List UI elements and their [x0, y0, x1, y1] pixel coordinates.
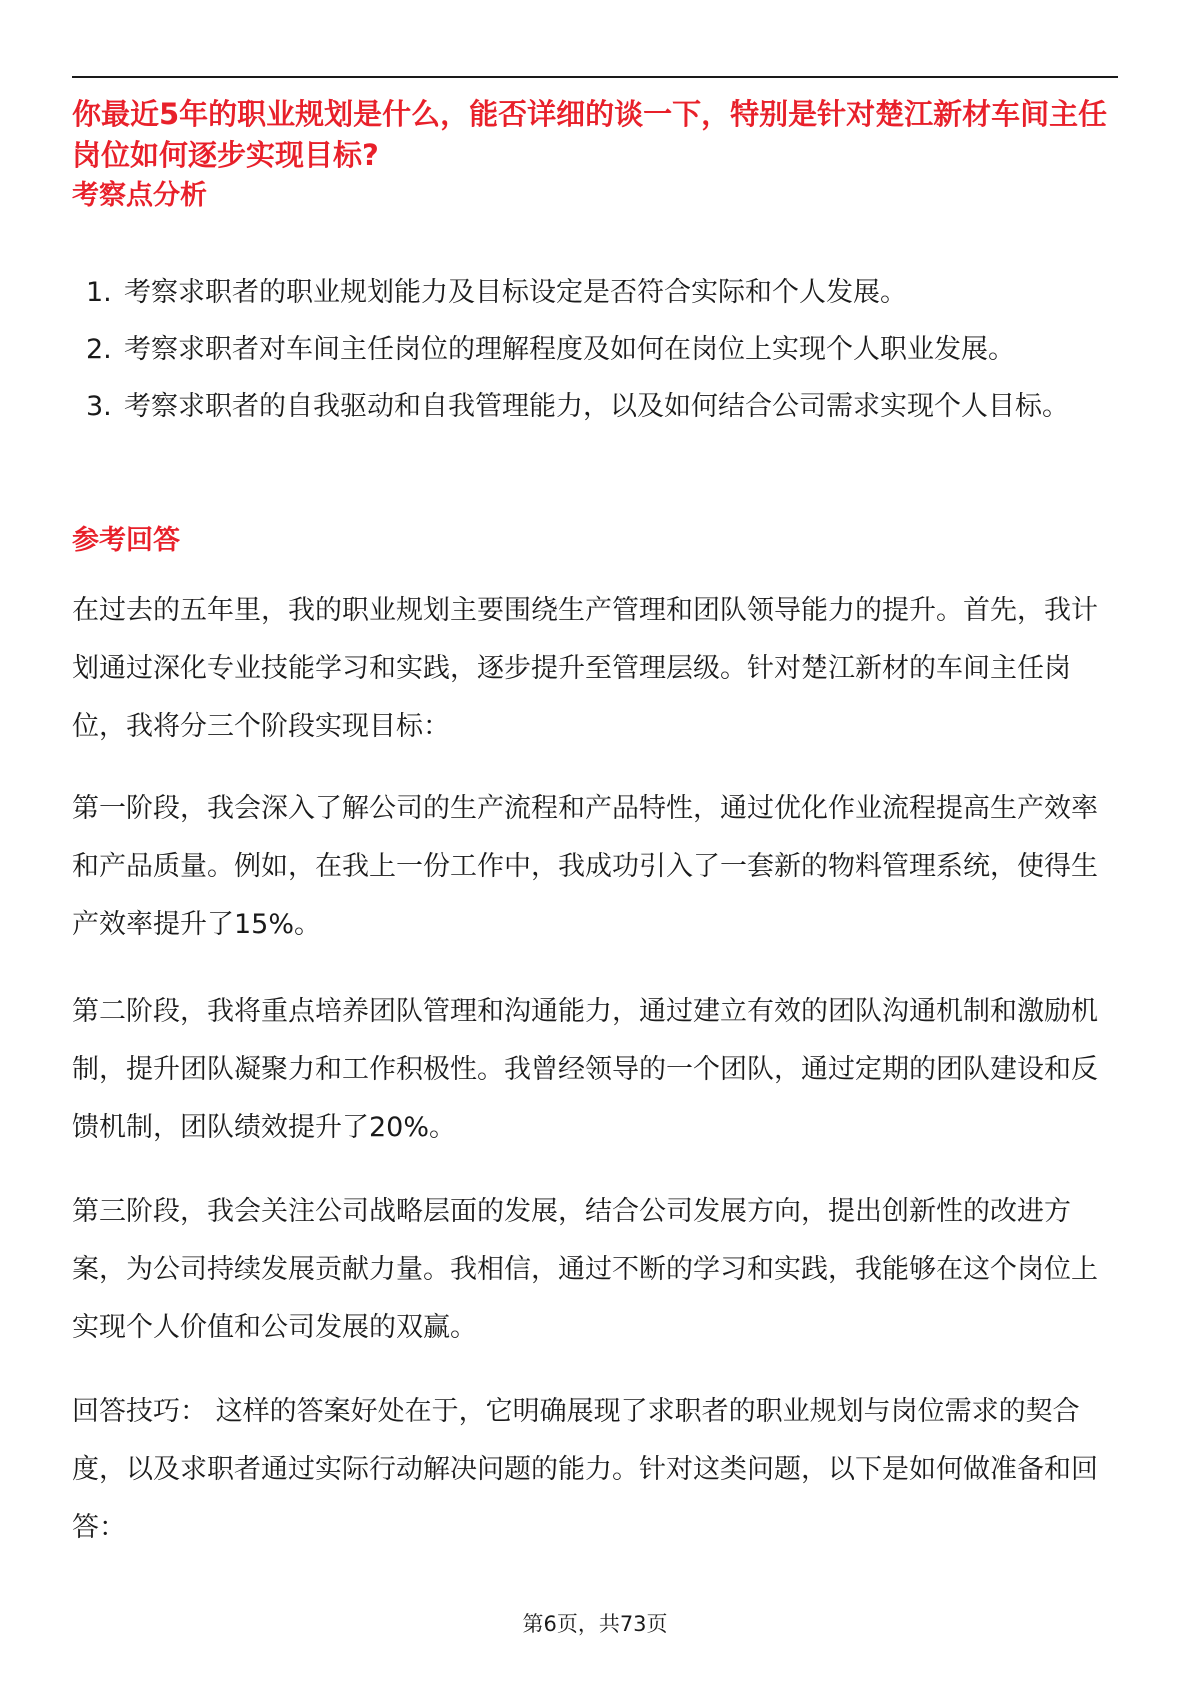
list-item: [72, 321, 1102, 378]
answer-heading: 参考回答: [72, 525, 180, 556]
interview-question: 你最近5年的职业规划是什么，能否详细的谈一下，特别是针对楚江新材车间主任岗位如何逐步实现目标?: [72, 97, 1108, 172]
answer-tips-paragraph: 回答技巧： 这样的答案好处在于，它明确展现了求职者的职业规划与岗位需求的契合度，以及求职者通过实际行动解决问题的能力。针对这类问题，以下是如何做准备和回答：: [72, 1396, 1098, 1543]
list-item-number: 2.: [86, 334, 112, 365]
page-number: 第6页，共73页: [522, 1612, 668, 1636]
answer-stage-three-paragraph: 第三阶段，我会关注公司战略层面的发展，结合公司发展方向，提出创新性的改进方案，为公司持续发展贡献力量。我相信，通过不断的学习和实践，我能够在这个岗位上实现个人价值和公司发展的双赢。: [72, 1196, 1098, 1343]
list-item-number: 1.: [86, 277, 112, 308]
list-item: [72, 264, 1102, 321]
analysis-heading: 考察点分析: [72, 180, 207, 211]
list-item-text: 考察求职者的职业规划能力及目标设定是否符合实际和个人发展。: [124, 277, 907, 308]
answer-stage-two-paragraph: 第二阶段，我将重点培养团队管理和沟通能力，通过建立有效的团队沟通机制和激励机制，提升团队凝聚力和工作积极性。我曾经领导的一个团队，通过定期的团队建设和反馈机制，团队绩效提升了20%。: [72, 996, 1098, 1143]
answer-intro-paragraph: 在过去的五年里，我的职业规划主要围绕生产管理和团队领导能力的提升。首先，我计划通过深化专业技能学习和实践，逐步提升至管理层级。针对楚江新材的车间主任岗位，我将分三个阶段实现目标：: [72, 595, 1098, 742]
answer-stage-one-paragraph: 第一阶段，我会深入了解公司的生产流程和产品特性，通过优化作业流程提高生产效率和产品质量。例如，在我上一份工作中，我成功引入了一套新的物料管理系统，使得生产效率提升了15%。: [72, 793, 1098, 940]
list-item-text: 考察求职者的自我驱动和自我管理能力，以及如何结合公司需求实现个人目标。: [124, 391, 1069, 422]
analysis-list: [72, 264, 1102, 435]
top-divider: [72, 76, 1118, 78]
list-item-text: 考察求职者对车间主任岗位的理解程度及如何在岗位上实现个人职业发展。: [124, 334, 1015, 365]
list-item: [72, 378, 1102, 435]
list-item-number: 3.: [86, 391, 112, 422]
